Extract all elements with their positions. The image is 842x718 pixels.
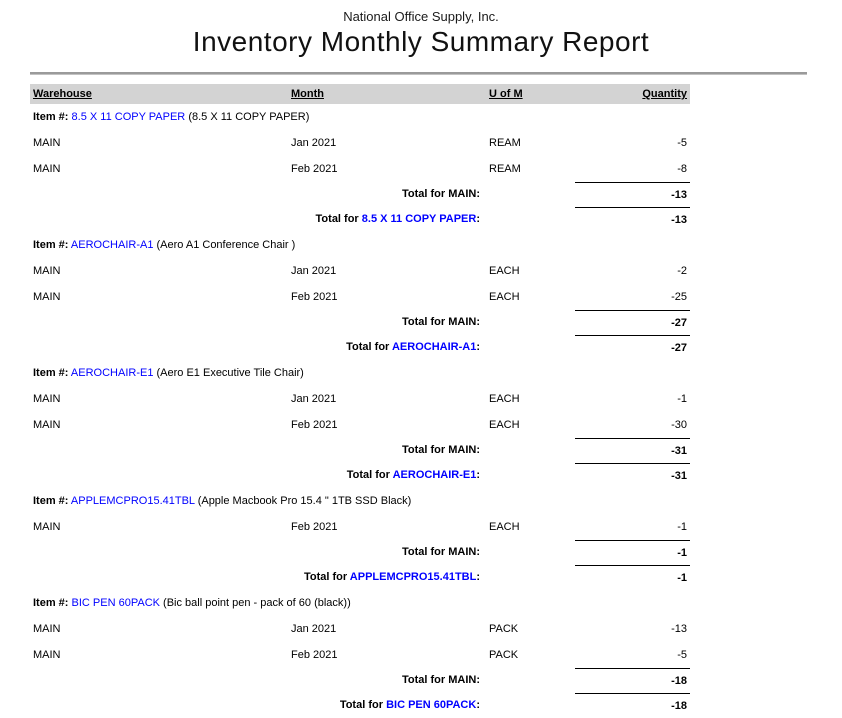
table-row [30, 130, 690, 156]
item-total-value: -13 [575, 207, 690, 232]
item-description: (Aero E1 Executive Tile Chair) [156, 367, 304, 379]
table-row [30, 386, 690, 412]
warehouse-total-row [30, 438, 690, 463]
item-code-link[interactable]: 8.5 X 11 COPY PAPER [71, 111, 186, 123]
spacer [486, 565, 575, 590]
warehouse-total-row [30, 182, 690, 207]
quantity-cell: -13 [671, 623, 687, 635]
warehouse-cell: MAIN [33, 291, 61, 303]
item-header [30, 590, 690, 616]
quantity-cell: -30 [671, 419, 687, 431]
total-for-text: Total for [339, 699, 383, 711]
colon-text: : [476, 341, 480, 353]
uom-cell: EACH [489, 291, 520, 303]
item-total-value: -31 [575, 463, 690, 488]
item-code-link[interactable]: BIC PEN 60PACK [71, 597, 160, 609]
spacer [486, 182, 575, 207]
item-description: (Apple Macbook Pro 15.4 " 1TB SSD Black) [197, 495, 412, 507]
quantity-cell: -25 [671, 291, 687, 303]
warehouse-cell: MAIN [33, 393, 61, 405]
colon-text: : [476, 469, 480, 481]
item-header [30, 488, 690, 514]
spacer [486, 335, 575, 360]
item-total-row [30, 565, 690, 590]
item-total-value: -18 [575, 693, 690, 718]
spacer [486, 668, 575, 693]
table-row [30, 284, 690, 310]
warehouse-cell: MAIN [33, 137, 61, 149]
uom-cell: EACH [489, 265, 520, 277]
uom-cell: EACH [489, 521, 520, 533]
item-header [30, 232, 690, 258]
item-section [30, 590, 690, 718]
item-code-link[interactable]: AEROCHAIR-A1 [70, 239, 154, 251]
warehouse-cell: MAIN [33, 649, 61, 661]
item-description: (Bic ball point pen - pack of 60 (black)) [163, 597, 351, 609]
item-code-link[interactable]: AEROCHAIR-A1 [391, 341, 477, 353]
warehouse-total-label: Total for MAIN: [401, 546, 480, 558]
item-total-row [30, 463, 690, 488]
month-cell: Feb 2021 [291, 291, 338, 303]
warehouse-cell: MAIN [33, 265, 61, 277]
spacer [486, 310, 575, 335]
item-description: (8.5 X 11 COPY PAPER) [188, 111, 310, 123]
item-total-value: -1 [575, 565, 690, 590]
warehouse-total-value: -27 [575, 310, 690, 335]
item-total-label [30, 463, 486, 488]
spacer [486, 693, 575, 718]
page-title: Inventory Monthly Summary Report [192, 26, 650, 57]
warehouse-total-label: Total for MAIN: [401, 444, 480, 456]
item-section [30, 488, 690, 590]
quantity-cell: -5 [677, 137, 687, 149]
warehouse-cell: MAIN [33, 623, 61, 635]
quantity-cell: -2 [677, 265, 687, 277]
item-prefix-label: Item #: [33, 239, 69, 251]
quantity-cell: -5 [677, 649, 687, 661]
item-description: (Aero A1 Conference Chair ) [156, 239, 296, 251]
spacer [486, 540, 575, 565]
item-total-label [30, 335, 486, 360]
report-table [30, 84, 690, 718]
column-header-row [30, 84, 690, 104]
spacer [486, 463, 575, 488]
uom-cell: PACK [489, 623, 519, 635]
item-total-label [30, 207, 486, 232]
spacer [486, 438, 575, 463]
uom-cell: REAM [489, 137, 521, 149]
month-cell: Feb 2021 [291, 419, 338, 431]
item-prefix-label: Item #: [33, 597, 69, 609]
total-for-text: Total for [303, 571, 348, 583]
item-total-row [30, 207, 690, 232]
warehouse-cell: MAIN [33, 521, 61, 533]
colon-text: : [476, 571, 480, 583]
total-for-text: Total for [346, 341, 390, 353]
quantity-cell: -8 [677, 163, 687, 175]
uom-cell: PACK [489, 649, 519, 661]
item-total-row [30, 693, 690, 718]
item-prefix-label: Item #: [33, 495, 69, 507]
item-code-link[interactable]: AEROCHAIR-E1 [70, 367, 154, 379]
item-section [30, 360, 690, 488]
column-header-uom: U of M [489, 88, 523, 100]
month-cell: Feb 2021 [291, 649, 338, 661]
item-code-link[interactable]: APPLEMCPRO15.41TBL [70, 495, 195, 507]
item-total-value: -27 [575, 335, 690, 360]
table-row [30, 156, 690, 182]
month-cell: Jan 2021 [291, 265, 337, 277]
item-code-link[interactable]: APPLEMCPRO15.41TBL [349, 571, 477, 583]
total-for-text: Total for [346, 469, 390, 481]
total-for-text: Total for [315, 213, 359, 225]
item-prefix-label: Item #: [33, 111, 69, 123]
item-code-link[interactable]: AEROCHAIR-E1 [392, 469, 477, 481]
column-header-quantity: Quantity [642, 88, 687, 100]
warehouse-total-value: -18 [575, 668, 690, 693]
table-row [30, 258, 690, 284]
colon-text: : [476, 699, 480, 711]
quantity-cell: -1 [677, 393, 687, 405]
month-cell: Feb 2021 [291, 521, 338, 533]
item-header [30, 104, 690, 130]
warehouse-total-value: -1 [575, 540, 690, 565]
warehouse-total-label: Total for MAIN: [401, 674, 480, 686]
warehouse-total-row [30, 540, 690, 565]
warehouse-total-value: -31 [575, 438, 690, 463]
column-header-warehouse: Warehouse [33, 88, 92, 100]
item-prefix-label: Item #: [33, 367, 69, 379]
item-header [30, 360, 690, 386]
table-row [30, 514, 690, 540]
month-cell: Jan 2021 [291, 137, 337, 149]
item-total-label [30, 693, 486, 718]
uom-cell: EACH [489, 393, 520, 405]
company-name: National Office Supply, Inc. [343, 9, 499, 24]
item-section [30, 104, 690, 232]
table-row [30, 616, 690, 642]
warehouse-cell: MAIN [33, 163, 61, 175]
uom-cell: REAM [489, 163, 521, 175]
table-row [30, 642, 690, 668]
quantity-cell: -1 [677, 521, 687, 533]
item-total-row [30, 335, 690, 360]
warehouse-total-label: Total for MAIN: [401, 188, 480, 200]
colon-text: : [476, 213, 480, 225]
warehouse-total-value: -13 [575, 182, 690, 207]
item-code-link[interactable]: BIC PEN 60PACK [386, 699, 477, 711]
column-header-month: Month [291, 88, 324, 100]
item-section [30, 232, 690, 360]
spacer [486, 207, 575, 232]
table-row [30, 412, 690, 438]
month-cell: Feb 2021 [291, 163, 338, 175]
item-total-label [30, 565, 486, 590]
divider-double-line [30, 72, 807, 75]
item-code-link[interactable]: 8.5 X 11 COPY PAPER [361, 213, 477, 225]
uom-cell: EACH [489, 419, 520, 431]
warehouse-total-row [30, 668, 690, 693]
month-cell: Jan 2021 [291, 393, 337, 405]
warehouse-total-label: Total for MAIN: [401, 316, 480, 328]
warehouse-total-row [30, 310, 690, 335]
warehouse-cell: MAIN [33, 419, 61, 431]
month-cell: Jan 2021 [291, 623, 337, 635]
